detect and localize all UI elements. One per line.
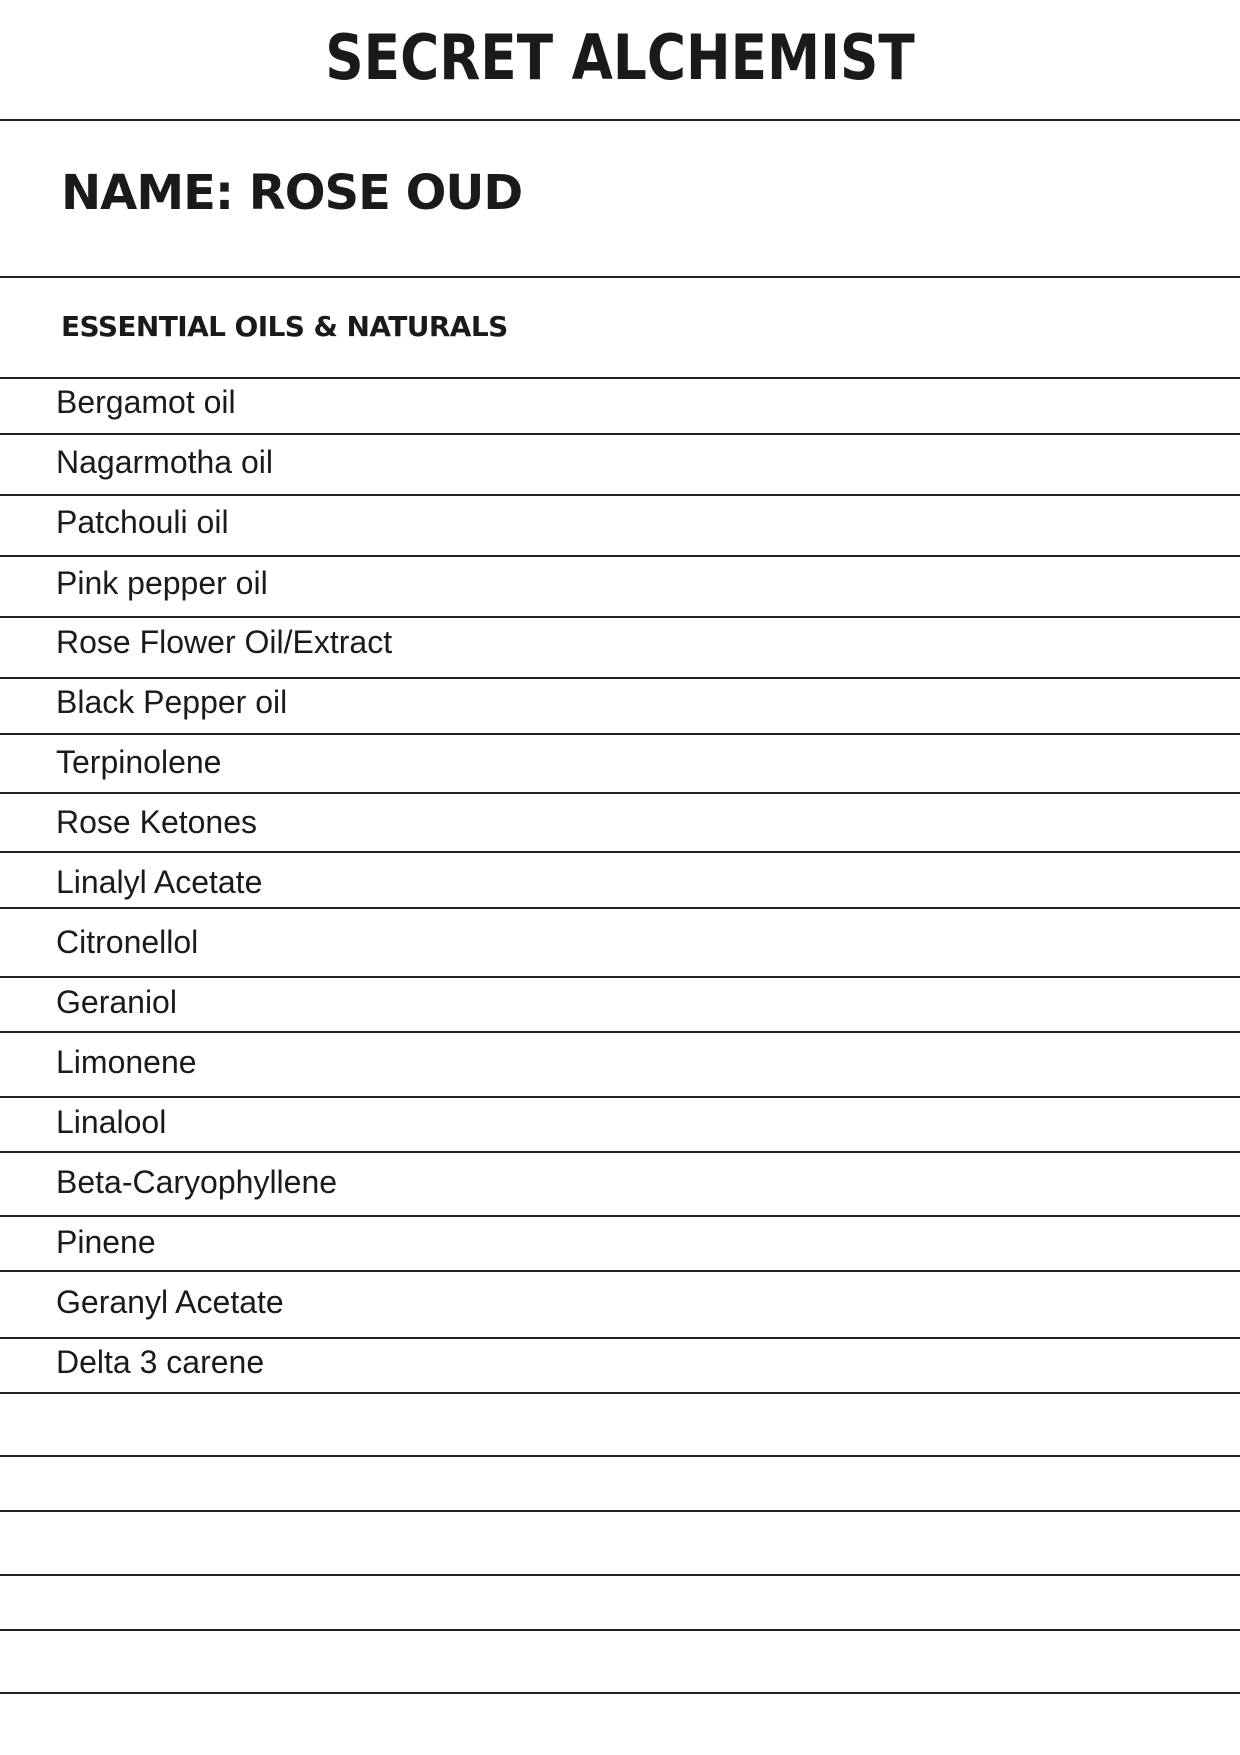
divider [0,907,1240,909]
ingredient-item: Bergamot oil [56,384,236,420]
divider [0,119,1240,121]
ingredient-item: Black Pepper oil [56,684,288,720]
section-title: ESSENTIAL OILS & NATURALS [61,310,508,343]
ingredient-item: Delta 3 carene [56,1344,265,1380]
divider [0,677,1240,679]
ingredient-item: Limonene [56,1044,197,1080]
divider [0,1629,1240,1631]
ingredient-item: Geraniol [56,984,177,1020]
divider [0,1455,1240,1457]
ingredient-item: Linalool [56,1104,167,1140]
ingredient-item: Pinene [56,1224,156,1260]
brand-title: SECRET ALCHEMIST [325,21,915,94]
divider [0,616,1240,618]
divider [0,851,1240,853]
divider [0,1270,1240,1272]
divider [0,433,1240,435]
ingredient-item: Geranyl Acetate [56,1284,284,1320]
product-name: NAME: ROSE OUD [61,165,523,221]
ingredient-item: Terpinolene [56,744,222,780]
divider [0,1574,1240,1576]
divider [0,555,1240,557]
ingredient-item: Citronellol [56,924,199,960]
divider [0,276,1240,278]
divider [0,976,1240,978]
divider [0,792,1240,794]
ingredient-item: Linalyl Acetate [56,864,263,900]
ingredient-item: Rose Flower Oil/Extract [56,624,393,660]
divider [0,1692,1240,1694]
ingredient-item: Pink pepper oil [56,565,268,601]
divider [0,1337,1240,1339]
divider [0,1151,1240,1153]
divider [0,1215,1240,1217]
divider [0,1392,1240,1394]
ingredient-item: Patchouli oil [56,504,229,540]
divider [0,733,1240,735]
divider [0,1031,1240,1033]
ingredient-item: Nagarmotha oil [56,444,273,480]
divider [0,494,1240,496]
ingredient-item: Beta-Caryophyllene [56,1164,338,1200]
divider [0,1096,1240,1098]
divider [0,1510,1240,1512]
divider [0,377,1240,379]
ingredient-item: Rose Ketones [56,804,258,840]
